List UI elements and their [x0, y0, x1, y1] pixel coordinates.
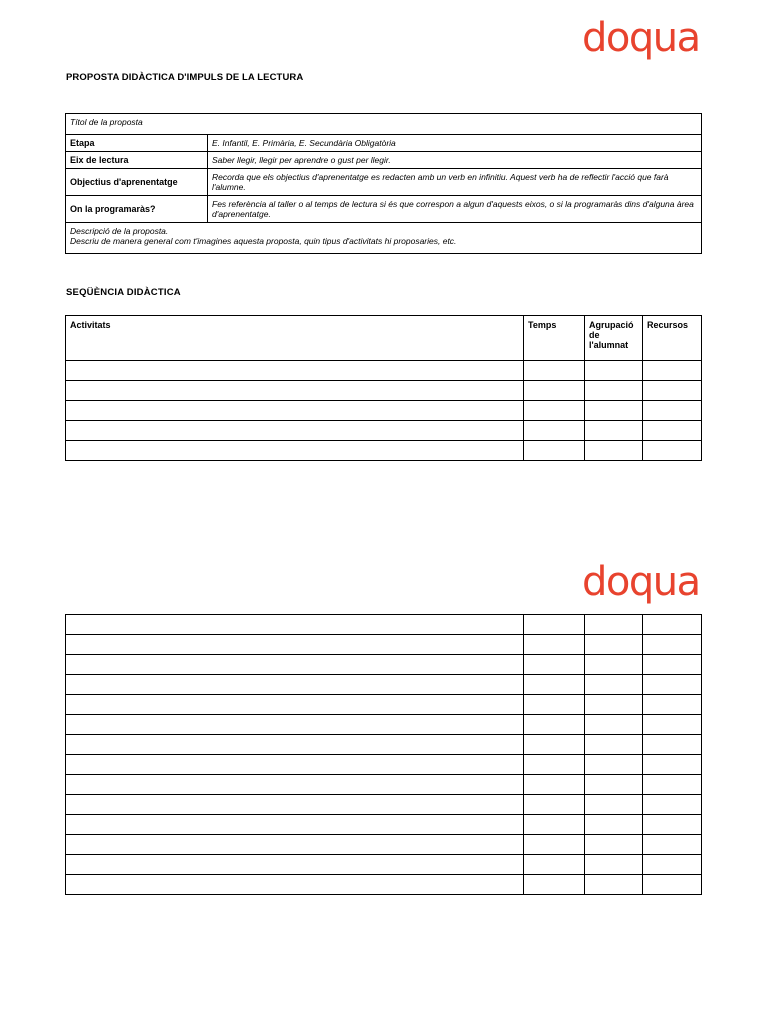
- table-row: [66, 775, 702, 795]
- resources-cell[interactable]: [643, 695, 702, 715]
- table-row: [66, 855, 702, 875]
- description-hint: Descriu de manera general com t'imagines aquesta proposta, quin tipus d'activitats hi proposaries, etc.: [70, 236, 457, 246]
- activity-cell[interactable]: [66, 695, 524, 715]
- learning-objectives-value[interactable]: Recorda que els objectius d'aprenentatge es redacten amb un verb en infinitiu. Aquest verb ha de reflectir l'acció que farà l'alumne.: [208, 169, 702, 196]
- sequence-section-title: SEQÜÈNCIA DIDÀCTICA: [66, 287, 181, 298]
- activity-cell[interactable]: [66, 815, 524, 835]
- grouping-cell[interactable]: [585, 361, 643, 381]
- programming-value[interactable]: Fes referència al taller o al temps de lectura si és que correspon a algun d'aquests eixos, o si la programaràs dins d'alguna àrea d'aprenentatge.: [208, 196, 702, 223]
- grouping-cell[interactable]: [585, 421, 643, 441]
- activity-cell[interactable]: [66, 635, 524, 655]
- activity-cell[interactable]: [66, 361, 524, 381]
- time-cell[interactable]: [524, 855, 585, 875]
- resources-cell[interactable]: [643, 615, 702, 635]
- activity-cell[interactable]: [66, 835, 524, 855]
- grouping-cell[interactable]: [585, 835, 643, 855]
- time-cell[interactable]: [524, 361, 585, 381]
- table-row: [66, 835, 702, 855]
- programming-label: On la programaràs?: [66, 196, 208, 223]
- table-row: [66, 196, 702, 223]
- grouping-cell[interactable]: [585, 875, 643, 895]
- grouping-cell[interactable]: [585, 795, 643, 815]
- table-row: [66, 675, 702, 695]
- grouping-cell[interactable]: [585, 381, 643, 401]
- resources-cell[interactable]: [643, 755, 702, 775]
- activity-cell[interactable]: [66, 655, 524, 675]
- continuation-body: [66, 615, 702, 895]
- activity-cell[interactable]: [66, 675, 524, 695]
- time-cell[interactable]: [524, 795, 585, 815]
- table-row: [66, 635, 702, 655]
- header-grouping: Agrupació de l'alumnat: [585, 316, 643, 361]
- time-cell[interactable]: [524, 615, 585, 635]
- table-row: [66, 795, 702, 815]
- resources-cell[interactable]: [643, 361, 702, 381]
- activity-cell[interactable]: [66, 795, 524, 815]
- grouping-cell[interactable]: [585, 655, 643, 675]
- reading-axis-value[interactable]: Saber llegir, llegir per aprendre o gust per llegir.: [208, 152, 702, 169]
- table-row: [66, 695, 702, 715]
- table-row: [66, 401, 702, 421]
- resources-cell[interactable]: [643, 401, 702, 421]
- table-row: [66, 381, 702, 401]
- table-row: [66, 152, 702, 169]
- grouping-cell[interactable]: [585, 695, 643, 715]
- grouping-cell[interactable]: [585, 815, 643, 835]
- table-header-row: [66, 316, 702, 361]
- grouping-cell[interactable]: [585, 675, 643, 695]
- grouping-cell[interactable]: [585, 715, 643, 735]
- grouping-cell[interactable]: [585, 615, 643, 635]
- activity-cell[interactable]: [66, 735, 524, 755]
- activity-cell[interactable]: [66, 401, 524, 421]
- proposal-title-field[interactable]: Títol de la proposta: [66, 114, 702, 135]
- stage-value[interactable]: E. Infantil, E. Primària, E. Secundària Obligatòria: [208, 135, 702, 152]
- resources-cell[interactable]: [643, 381, 702, 401]
- resources-cell[interactable]: [643, 775, 702, 795]
- table-row: [66, 441, 702, 461]
- table-row: [66, 421, 702, 441]
- resources-cell[interactable]: [643, 441, 702, 461]
- time-cell[interactable]: [524, 775, 585, 795]
- table-row: [66, 715, 702, 735]
- reading-axis-label: Eix de lectura: [66, 152, 208, 169]
- time-cell[interactable]: [524, 735, 585, 755]
- proposal-description-field[interactable]: [66, 223, 702, 254]
- time-cell[interactable]: [524, 675, 585, 695]
- grouping-cell[interactable]: [585, 775, 643, 795]
- activity-cell[interactable]: [66, 755, 524, 775]
- time-cell[interactable]: [524, 421, 585, 441]
- activity-cell[interactable]: [66, 875, 524, 895]
- header-activities: Activitats: [66, 316, 524, 361]
- grouping-cell[interactable]: [585, 401, 643, 421]
- stage-label: Etapa: [66, 135, 208, 152]
- learning-objectives-label: Objectius d'aprenentatge: [66, 169, 208, 196]
- resources-cell[interactable]: [643, 655, 702, 675]
- resources-cell[interactable]: [643, 635, 702, 655]
- table-row: [66, 755, 702, 775]
- document-title: PROPOSTA DIDÀCTICA D'IMPULS DE LA LECTURA: [66, 72, 304, 83]
- resources-cell[interactable]: [643, 675, 702, 695]
- table-row: [66, 135, 702, 152]
- header-time: Temps: [524, 316, 585, 361]
- sequence-table: [65, 315, 702, 461]
- resources-cell[interactable]: [643, 735, 702, 755]
- table-row: [66, 735, 702, 755]
- activity-cell[interactable]: [66, 381, 524, 401]
- time-cell[interactable]: [524, 815, 585, 835]
- proposal-info-table: [65, 113, 702, 254]
- time-cell[interactable]: [524, 715, 585, 735]
- doqua-logo: doqua: [582, 15, 700, 61]
- time-cell[interactable]: [524, 835, 585, 855]
- grouping-cell[interactable]: [585, 855, 643, 875]
- time-cell[interactable]: [524, 381, 585, 401]
- grouping-cell[interactable]: [585, 735, 643, 755]
- description-line: Descripció de la proposta.: [70, 226, 169, 236]
- table-row: [66, 815, 702, 835]
- time-cell[interactable]: [524, 635, 585, 655]
- table-row: [66, 875, 702, 895]
- activity-cell[interactable]: [66, 441, 524, 461]
- table-row: [66, 615, 702, 635]
- time-cell[interactable]: [524, 695, 585, 715]
- resources-cell[interactable]: [643, 421, 702, 441]
- activity-cell[interactable]: [66, 615, 524, 635]
- time-cell[interactable]: [524, 755, 585, 775]
- header-resources: Recursos: [643, 316, 702, 361]
- grouping-cell[interactable]: [585, 635, 643, 655]
- activity-cell[interactable]: [66, 855, 524, 875]
- resources-cell[interactable]: [643, 855, 702, 875]
- time-cell[interactable]: [524, 875, 585, 895]
- resources-cell[interactable]: [643, 795, 702, 815]
- time-cell[interactable]: [524, 441, 585, 461]
- activity-cell[interactable]: [66, 715, 524, 735]
- resources-cell[interactable]: [643, 875, 702, 895]
- resources-cell[interactable]: [643, 815, 702, 835]
- resources-cell[interactable]: [643, 715, 702, 735]
- doqua-logo: doqua: [582, 559, 700, 605]
- activity-cell[interactable]: [66, 421, 524, 441]
- resources-cell[interactable]: [643, 835, 702, 855]
- sequence-body: [66, 361, 702, 461]
- table-row: [66, 169, 702, 196]
- time-cell[interactable]: [524, 401, 585, 421]
- grouping-cell[interactable]: [585, 441, 643, 461]
- continuation-table: [65, 614, 702, 895]
- activity-cell[interactable]: [66, 775, 524, 795]
- table-row: [66, 361, 702, 381]
- table-row: [66, 655, 702, 675]
- time-cell[interactable]: [524, 655, 585, 675]
- grouping-cell[interactable]: [585, 755, 643, 775]
